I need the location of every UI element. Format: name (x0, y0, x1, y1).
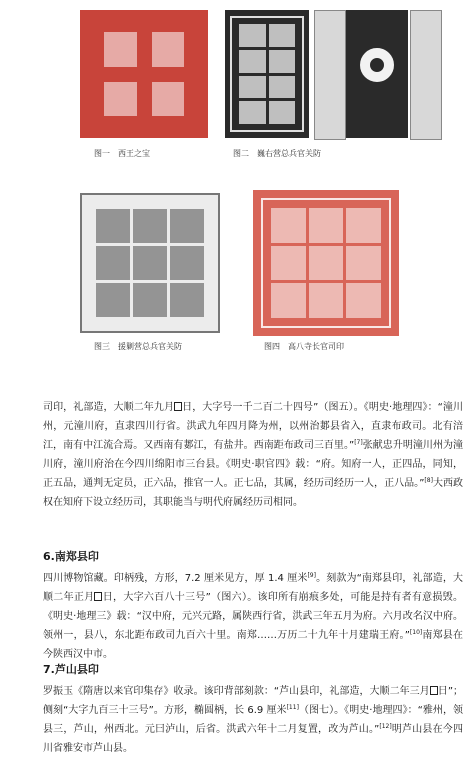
figure-2-rubbing-front (225, 10, 309, 138)
missing-character-box-icon (174, 402, 182, 411)
figure-3-caption: 图三 援剿营总兵官关防 (94, 342, 182, 351)
figure-4-caption: 图四 高八寺长官司印 (264, 342, 344, 351)
body-paragraph-section-7: 罗振玉《隋唐以来官印集存》收录。该印背部刻款：“芦山县印，礼部造，大顺二年三月 日”；侧刻“大字九百三十三号”。方形，椭圆柄，长 6.9 厘米[11]（图七）。《明史·地理四》：“雅州，领县三，芦山，州西北。元曰泸山，后省。洪武六年十二月复置，改为芦山。”[12]明芦山县在今四川省雅安市芦山县。 (43, 686, 464, 754)
figure-1-seal-image (80, 10, 208, 138)
rubbing-characters (239, 24, 295, 124)
body-paragraph-section-6: 四川博物馆藏。印柄残，方形，7.2 厘米见方，厚 1.4 厘米[9]。刻款为“南郑县印，礼部造，大顺二年正月 日，大字六百八十三号”（图六）。该印所有崩痕多处，可能是持有者有意损毁。《明史·地理三》载：“汉中府，元兴元路，属陕西行省，洪武三年五月为府。六月改名汉中府。领州一，县八，东北距布政司九百六十里。南郑……万历二十九年十月建瑞王府。”[10]南郑县在今陕西汉中市。 (43, 572, 464, 660)
missing-character-box-icon (430, 686, 438, 695)
seal-characters (271, 208, 381, 318)
seal-characters (98, 26, 190, 122)
figure-1-caption: 图一 西王之宝 (94, 149, 150, 158)
footnote-ref-8[interactable]: [8] (424, 477, 433, 484)
footnote-ref-9[interactable]: [9] (307, 572, 316, 579)
figure-2-caption: 图二 巍右营总兵官关防 (233, 149, 321, 158)
figure-2-rubbing-back (346, 10, 408, 138)
seal-characters (96, 209, 204, 317)
footnote-ref-12[interactable]: [12] (379, 723, 392, 730)
section-heading-6: 6.南郑县印 (43, 550, 99, 563)
footnote-ref-7[interactable]: [7] (354, 439, 363, 446)
rubbing-handle-ring (360, 48, 394, 82)
footnote-ref-11[interactable]: [11] (286, 704, 299, 711)
section-heading-7: 7.芦山县印 (43, 663, 99, 676)
figure-2-rubbing-side-inscription-2 (410, 10, 442, 140)
figure-4-seal-image (253, 190, 399, 336)
footnote-ref-10[interactable]: [10] (409, 629, 423, 636)
figure-3-seal-rubbing (80, 193, 220, 333)
body-paragraph-top: 司印，礼部造，大顺二年九月 日，大字号一千二百二十四号”（图五）。《明史·地理四》：“潼川州，元潼川府，直隶四川行省。洪武九年四月降为州，以州治郪县省入，直隶布政司。北有涪江，南有中江流合焉。又西南有郪江，有盐井。西南距布政司三百里。”[7]张献忠升明潼川州为潼川府，潼川府治在今四川绵阳市三台县。《明史·职官四》载：“府。知府一人，正四品，同知，正五品，通判无定员，正六品，推官一人。正七品，其属，经历司经历一人，正八品。”[8]大西政权在知府下设立经历司，其职能当与明代府属经历司相同。 (43, 402, 464, 508)
figure-2-rubbing-side-inscription (314, 10, 346, 140)
